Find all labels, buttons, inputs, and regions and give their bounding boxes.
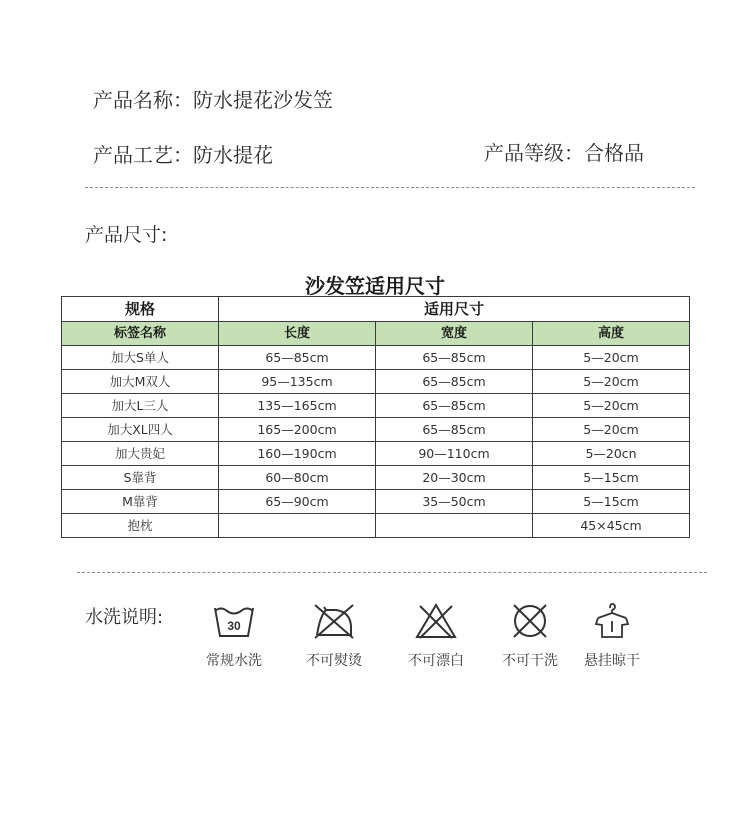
washing-label: 水洗说明: xyxy=(85,607,164,628)
table-cell: 5—15cm xyxy=(533,466,690,490)
table-row xyxy=(62,346,690,370)
care-caption: 不可漂白 xyxy=(408,653,464,669)
care-caption: 悬挂晾干 xyxy=(584,653,640,669)
table-cell: 165—200cm xyxy=(219,418,376,442)
table-cell: 加大L三人 xyxy=(62,394,219,418)
table-cell: 35—50cm xyxy=(376,490,533,514)
product-name-value: 防水提花沙发笠 xyxy=(193,88,333,112)
column-header: 高度 xyxy=(533,322,690,346)
table-row xyxy=(62,490,690,514)
wash-temperature: 30 xyxy=(227,619,241,633)
table-row xyxy=(62,394,690,418)
table-subheader-row xyxy=(62,322,690,346)
table-cell: 60—80cm xyxy=(219,466,376,490)
table-cell: 5—15cm xyxy=(533,490,690,514)
table-cell: 65—85cm xyxy=(376,418,533,442)
table-cell: 5—20cm xyxy=(533,346,690,370)
hang-dry-icon xyxy=(590,602,634,640)
table-cell: 90—110cm xyxy=(376,442,533,466)
table-cell: 20—30cm xyxy=(376,466,533,490)
table-cell: 5—20cm xyxy=(533,418,690,442)
table-cell: 5—20cm xyxy=(533,394,690,418)
table-cell: 加大S单人 xyxy=(62,346,219,370)
table-cell: 抱枕 xyxy=(62,514,219,538)
table-cell: 65—85cm xyxy=(219,346,376,370)
table-cell: 加大XL四人 xyxy=(62,418,219,442)
table-cell xyxy=(219,514,376,538)
no-dry-clean-icon xyxy=(508,602,552,640)
table-cell: 加大贵妃 xyxy=(62,442,219,466)
table-row xyxy=(62,418,690,442)
wash-30-icon xyxy=(212,602,256,640)
table-cell: M靠背 xyxy=(62,490,219,514)
care-caption: 不可熨烫 xyxy=(306,653,362,669)
care-item-iron xyxy=(294,602,374,670)
table-cell: 5—20cm xyxy=(533,370,690,394)
product-craft-value: 防水提花 xyxy=(193,143,273,167)
table-cell: 65—85cm xyxy=(376,370,533,394)
header-fit: 适用尺寸 xyxy=(219,297,690,322)
table-header-row xyxy=(62,297,690,322)
table-cell: 65—90cm xyxy=(219,490,376,514)
table-cell: 160—190cm xyxy=(219,442,376,466)
table-cell: 加大M双人 xyxy=(62,370,219,394)
table-cell: 45×45cm xyxy=(533,514,690,538)
table-row xyxy=(62,370,690,394)
table-cell: 95—135cm xyxy=(219,370,376,394)
divider-top xyxy=(85,187,695,188)
table-cell: 65—85cm xyxy=(376,346,533,370)
care-caption: 常规水洗 xyxy=(206,653,262,669)
care-item-dry-clean xyxy=(490,602,570,670)
table-cell: 5—20cn xyxy=(533,442,690,466)
product-name xyxy=(93,84,333,113)
care-item-wash xyxy=(194,602,274,670)
header-spec: 规格 xyxy=(62,297,219,322)
table-row xyxy=(62,514,690,538)
product-grade-label: 产品等级： xyxy=(484,141,584,165)
product-size-label: 产品尺寸: xyxy=(85,224,168,246)
table-cell: S靠背 xyxy=(62,466,219,490)
table-row xyxy=(62,442,690,466)
product-craft xyxy=(93,139,273,168)
table-cell: 135—165cm xyxy=(219,394,376,418)
column-header: 标签名称 xyxy=(62,322,219,346)
no-iron-icon xyxy=(312,602,356,640)
divider-bottom xyxy=(77,572,707,573)
product-grade xyxy=(484,137,644,166)
care-caption: 不可干洗 xyxy=(502,653,558,669)
size-table xyxy=(61,296,690,538)
size-table-title: 沙发笠适用尺寸 xyxy=(305,274,445,298)
no-bleach-icon xyxy=(414,602,458,640)
care-item-bleach xyxy=(396,602,476,670)
product-name-label: 产品名称： xyxy=(93,88,193,112)
care-item-hang-dry xyxy=(572,602,652,670)
column-header: 长度 xyxy=(219,322,376,346)
table-row xyxy=(62,466,690,490)
table-cell: 65—85cm xyxy=(376,394,533,418)
product-grade-value: 合格品 xyxy=(584,141,644,165)
column-header: 宽度 xyxy=(376,322,533,346)
product-craft-label: 产品工艺： xyxy=(93,143,193,167)
table-cell xyxy=(376,514,533,538)
